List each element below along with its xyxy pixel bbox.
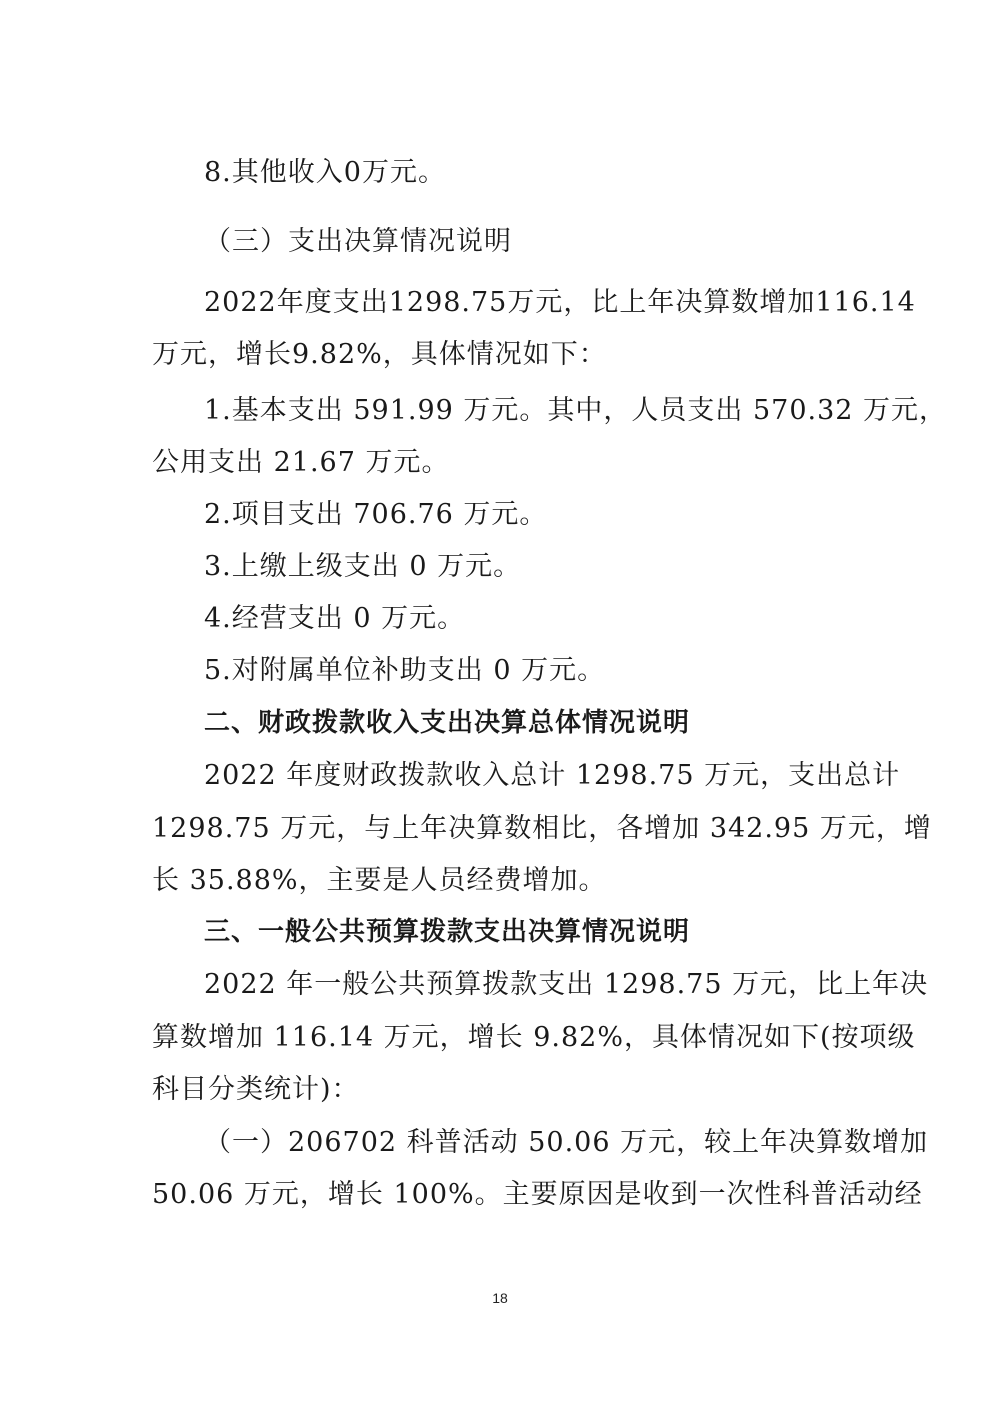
section-heading: （三）支出决算情况说明 bbox=[204, 226, 512, 257]
paragraph-line: 5.对附属单位补助支出 0 万元。 bbox=[204, 655, 606, 686]
paragraph-line: 4.经营支出 0 万元。 bbox=[204, 603, 466, 634]
paragraph-line: 1.基本支出 591.99 万元。其中，人员支出 570.32 万元， bbox=[204, 395, 948, 426]
paragraph-line: 3.上缴上级支出 0 万元。 bbox=[204, 551, 522, 582]
paragraph-line: 2022年度支出1298.75万元，比上年决算数增加116.14 bbox=[204, 287, 916, 318]
section-heading-3: 三、一般公共预算拨款支出决算情况说明 bbox=[204, 917, 691, 947]
paragraph-line: 万元，增长9.82%，具体情况如下： bbox=[152, 339, 607, 370]
paragraph-line: 科目分类统计)： bbox=[152, 1074, 360, 1105]
paragraph-line: 2022 年一般公共预算拨款支出 1298.75 万元，比上年决 bbox=[204, 969, 929, 1000]
paragraph-line: 8.其他收入0万元。 bbox=[204, 157, 446, 188]
paragraph-line: 公用支出 21.67 万元。 bbox=[152, 447, 450, 478]
paragraph-line: （一）206702 科普活动 50.06 万元，较上年决算数增加 bbox=[204, 1127, 929, 1158]
paragraph-line: 2.项目支出 706.76 万元。 bbox=[204, 499, 548, 530]
paragraph-line: 50.06 万元，增长 100%。主要原因是收到一次性科普活动经 bbox=[152, 1179, 923, 1210]
paragraph-line: 算数增加 116.14 万元，增长 9.82%，具体情况如下(按项级 bbox=[152, 1022, 916, 1053]
section-heading-2: 二、财政拨款收入支出决算总体情况说明 bbox=[204, 708, 691, 738]
paragraph-line: 长 35.88%，主要是人员经费增加。 bbox=[152, 865, 607, 896]
paragraph-line: 2022 年度财政拨款收入总计 1298.75 万元，支出总计 bbox=[204, 760, 901, 791]
paragraph-line: 1298.75 万元，与上年决算数相比，各增加 342.95 万元，增 bbox=[152, 813, 932, 844]
page-number: 18 bbox=[492, 1290, 508, 1306]
